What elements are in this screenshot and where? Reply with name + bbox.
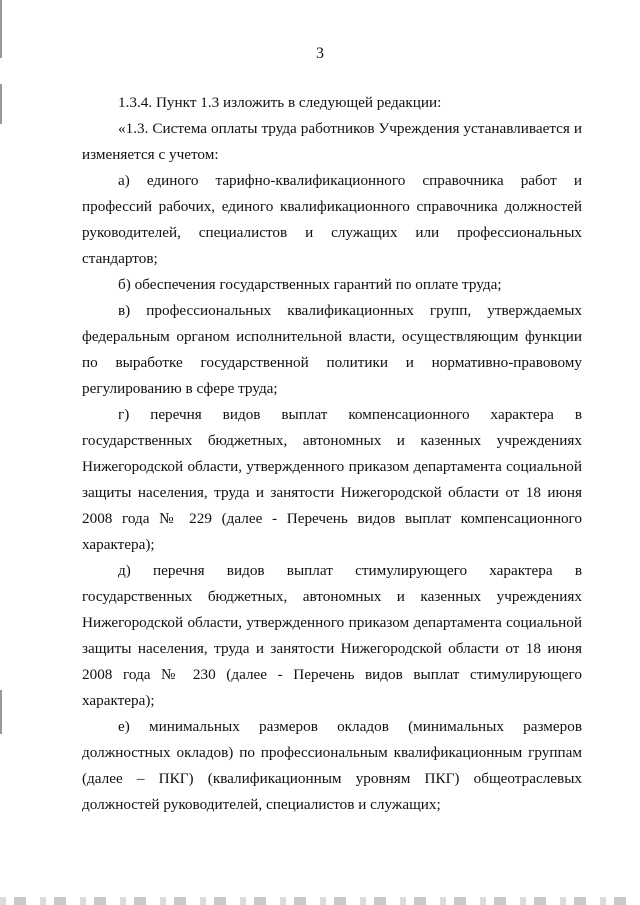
document-body [82,90,582,818]
paragraph-item-v: в) профессиональных квалификационных групп, утверждаемых федеральным органом исполнительной власти, осуществляющим функции по выработке государственной политики и нормативно-правовому регулированию в сфере труда; [82,302,582,397]
scan-bottom-noise [0,897,640,905]
paragraph-item-d: д) перечня видов выплат стимулирующего характера в государственных бюджетных, автономных и казенных учреждениях Нижегородской области, утвержденного приказом департамента социальной защиты населения, труда и занятости Нижегородской области от 18 июня 2008 года № 230 (далее - Перечень видов выплат стимулирующего характера); [82,562,582,709]
paragraph-item-a: а) единого тарифно-квалификационного справочника работ и профессий рабочих, единого квалификационного справочника должностей руководителей, специалистов и служащих или профессиональных стандартов; [82,172,582,267]
paragraph-item-g: г) перечня видов выплат компенсационного характера в государственных бюджетных, автономных и казенных учреждениях Нижегородской области, утвержденного приказом департамента социальной защиты населения, труда и занятости Нижегородской области от 18 июня 2008 года № 229 (далее - Перечень видов выплат компенсационного характера); [82,406,582,553]
page-number: 3 [316,45,324,62]
scan-edge-mark [0,84,2,124]
paragraph-1-3-4: 1.3.4. Пункт 1.3 изложить в следующей редакции: [118,94,442,111]
paragraph-item-b: б) обеспечения государственных гарантий по оплате труда; [118,276,502,293]
scan-edge-mark [0,690,2,734]
paragraph-1-3: «1.3. Система оплаты труда работников Учреждения устанавливается и изменяется с учетом: [82,120,582,163]
paragraph-item-e: е) минимальных размеров окладов (минимальных размеров должностных окладов) по профессиональным квалификационным группам (далее – ПКГ) (квалификационным уровням ПКГ) общеотраслевых должностей руководителей, специалистов и служащих; [82,718,582,813]
